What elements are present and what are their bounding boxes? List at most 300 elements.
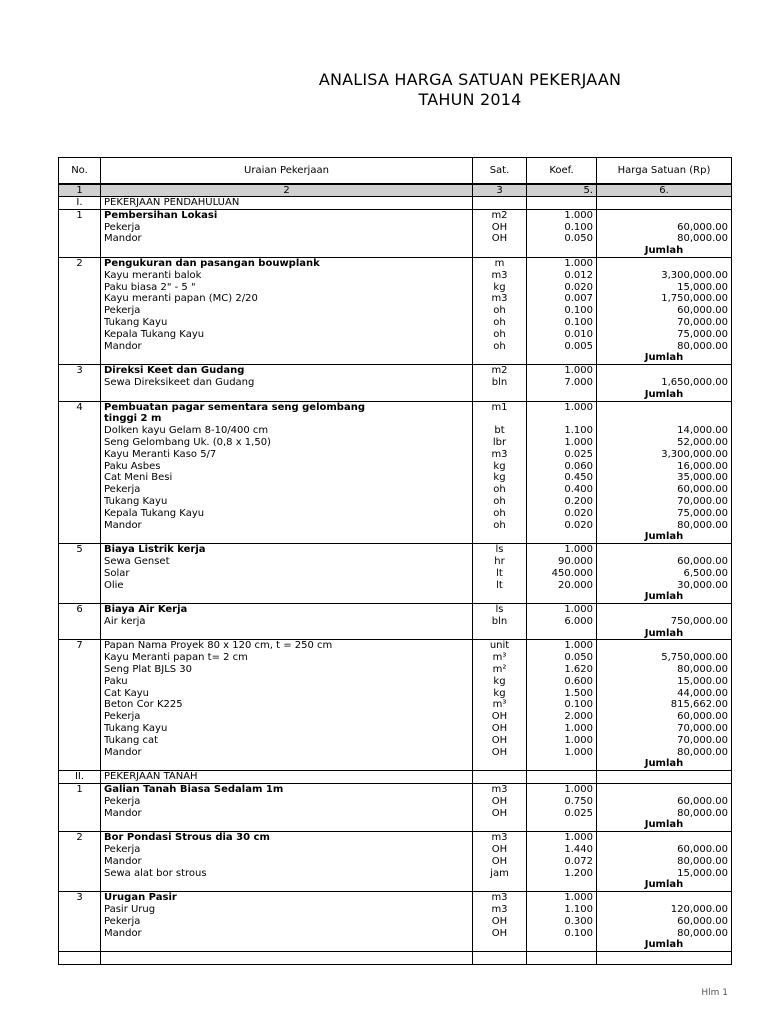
cell-unit: [473, 591, 527, 603]
cell-no: [59, 233, 101, 245]
component-row: [59, 282, 732, 294]
cell-description: Pembuatan pagar sementara seng gelombang: [101, 401, 473, 413]
cell-no: [59, 317, 101, 329]
cell-unit-price: 80,000.00: [597, 664, 732, 676]
component-row: [59, 520, 732, 532]
cell-no: [59, 856, 101, 868]
cell-coefficient: 0.060: [527, 461, 597, 473]
cell-no: [59, 245, 101, 257]
cell-no: 5: [59, 544, 101, 556]
component-row: [59, 449, 732, 461]
cell-unit: [473, 879, 527, 891]
cell-unit: m³: [473, 652, 527, 664]
cell-coefficient: 1.200: [527, 868, 597, 880]
cell-coefficient: [527, 628, 597, 640]
cell-unit-price: 15,000.00: [597, 868, 732, 880]
component-row: [59, 461, 732, 473]
cell-unit-price: Jumlah: [597, 245, 732, 257]
cell-description: Dolken kayu Gelam 8-10/400 cm: [101, 425, 473, 437]
cell-no: [59, 591, 101, 603]
cell-unit-price: 70,000.00: [597, 735, 732, 747]
component-row: [59, 711, 732, 723]
cell-unit: bln: [473, 377, 527, 389]
cell-coefficient: [527, 819, 597, 831]
item-row: [59, 401, 732, 413]
cell-no: [59, 844, 101, 856]
table-body: [59, 197, 732, 965]
blank-row: [59, 952, 732, 965]
cell-unit-price: [597, 952, 732, 965]
cell-no: [59, 413, 101, 425]
cell-coefficient: 0.200: [527, 496, 597, 508]
component-row: [59, 688, 732, 700]
cell-no: [59, 928, 101, 940]
cell-description: Kepala Tukang Kayu: [101, 508, 473, 520]
cell-unit: m3: [473, 904, 527, 916]
cell-unit-price: 60,000.00: [597, 796, 732, 808]
cell-unit-price: [597, 604, 732, 616]
cell-description: [101, 352, 473, 364]
component-row: [59, 233, 732, 245]
cell-no: 2: [59, 832, 101, 844]
cell-coefficient: 20.000: [527, 580, 597, 592]
cell-description: Tukang Kayu: [101, 317, 473, 329]
cell-unit-price: 120,000.00: [597, 904, 732, 916]
cell-unit-price: [597, 197, 732, 210]
cell-coefficient: 0.050: [527, 233, 597, 245]
cell-unit-price: Jumlah: [597, 628, 732, 640]
cell-unit-price: 60,000.00: [597, 844, 732, 856]
component-row: [59, 568, 732, 580]
cell-unit: oh: [473, 341, 527, 353]
cell-unit: [473, 352, 527, 364]
cell-no: [59, 282, 101, 294]
component-row: [59, 341, 732, 353]
cell-coefficient: 0.100: [527, 699, 597, 711]
component-row: [59, 270, 732, 282]
component-row: [59, 664, 732, 676]
item-row: [59, 365, 732, 377]
cell-description: Olie: [101, 580, 473, 592]
cell-no: [59, 580, 101, 592]
cell-unit-price: 80,000.00: [597, 233, 732, 245]
cell-unit-price: 750,000.00: [597, 616, 732, 628]
cell-no: [59, 711, 101, 723]
cell-coefficient: 0.600: [527, 676, 597, 688]
cell-no: [59, 916, 101, 928]
cell-unit-price: [597, 401, 732, 413]
cell-no: [59, 904, 101, 916]
cell-unit-price: Jumlah: [597, 591, 732, 603]
component-row: [59, 425, 732, 437]
cell-no: [59, 389, 101, 401]
analysis-table: [58, 157, 732, 965]
cell-coefficient: [527, 591, 597, 603]
component-row: [59, 844, 732, 856]
cell-no: 1: [59, 209, 101, 221]
component-row: [59, 699, 732, 711]
column-number-row: [59, 184, 732, 197]
cell-no: [59, 952, 101, 965]
total-row: [59, 939, 732, 951]
cell-unit-price: 35,000.00: [597, 472, 732, 484]
cell-description: Mandor: [101, 856, 473, 868]
cell-unit-price: 80,000.00: [597, 808, 732, 820]
cell-description: Papan Nama Proyek 80 x 120 cm, t = 250 cm: [101, 640, 473, 652]
cell-unit: m³: [473, 699, 527, 711]
cell-unit-price: 60,000.00: [597, 222, 732, 234]
cell-description: Mandor: [101, 747, 473, 759]
cell-unit-price: 70,000.00: [597, 317, 732, 329]
component-row: [59, 437, 732, 449]
page-number: Hlm 1: [701, 988, 728, 998]
cell-coefficient: 0.007: [527, 293, 597, 305]
cell-unit-price: [597, 832, 732, 844]
cell-description: Urugan Pasir: [101, 892, 473, 904]
page-subtitle: TAHUN 2014: [418, 90, 522, 109]
cell-unit: m1: [473, 401, 527, 413]
cell-description: [101, 758, 473, 770]
component-row: [59, 735, 732, 747]
cell-unit: ls: [473, 544, 527, 556]
cell-no: [59, 879, 101, 891]
total-row: [59, 389, 732, 401]
total-row: [59, 819, 732, 831]
cell-description: Solar: [101, 568, 473, 580]
cell-no: [59, 688, 101, 700]
cell-no: [59, 723, 101, 735]
cell-no: [59, 868, 101, 880]
cell-unit-price: [597, 784, 732, 796]
cell-description: Galian Tanah Biasa Sedalam 1m: [101, 784, 473, 796]
item-row: [59, 784, 732, 796]
cell-unit-price: Jumlah: [597, 879, 732, 891]
cell-description: Paku: [101, 676, 473, 688]
item-row: [59, 892, 732, 904]
cell-description: [101, 245, 473, 257]
cell-coefficient: 0.750: [527, 796, 597, 808]
cell-description: PEKERJAAN PENDAHULUAN: [101, 197, 473, 210]
cell-unit: lt: [473, 580, 527, 592]
cell-description: Pekerja: [101, 305, 473, 317]
cell-description: Pengukuran dan pasangan bouwplank: [101, 257, 473, 269]
section-row: [59, 197, 732, 210]
cell-coefficient: 1.100: [527, 904, 597, 916]
cell-description: [101, 591, 473, 603]
cell-unit: m3: [473, 270, 527, 282]
cell-description: [101, 879, 473, 891]
cell-coefficient: [527, 771, 597, 784]
cell-no: [59, 520, 101, 532]
cell-unit: kg: [473, 472, 527, 484]
cell-no: [59, 758, 101, 770]
cell-description: Cat Meni Besi: [101, 472, 473, 484]
cell-coefficient: 0.020: [527, 508, 597, 520]
cell-coefficient: 0.100: [527, 305, 597, 317]
cell-no: 7: [59, 640, 101, 652]
cell-description: Sewa alat bor strous: [101, 868, 473, 880]
component-row: [59, 808, 732, 820]
cell-coefficient: 7.000: [527, 377, 597, 389]
cell-unit-price: 80,000.00: [597, 520, 732, 532]
cell-description: Pekerja: [101, 711, 473, 723]
colnum-5: 5.: [527, 184, 597, 197]
cell-coefficient: [527, 245, 597, 257]
cell-unit: OH: [473, 735, 527, 747]
cell-description: Mandor: [101, 341, 473, 353]
total-row: [59, 758, 732, 770]
cell-no: [59, 222, 101, 234]
cell-unit: lt: [473, 568, 527, 580]
cell-description: Pasir Urug: [101, 904, 473, 916]
cell-no: 3: [59, 365, 101, 377]
cell-unit: m3: [473, 449, 527, 461]
cell-unit-price: 80,000.00: [597, 856, 732, 868]
cell-coefficient: [527, 531, 597, 543]
cell-unit-price: 80,000.00: [597, 747, 732, 759]
cell-coefficient: 90.000: [527, 556, 597, 568]
cell-coefficient: 1.000: [527, 735, 597, 747]
cell-coefficient: 1.000: [527, 544, 597, 556]
component-row: [59, 580, 732, 592]
cell-no: [59, 461, 101, 473]
cell-description: [101, 939, 473, 951]
cell-unit: unit: [473, 640, 527, 652]
colnum-2: 2: [101, 184, 473, 197]
cell-coefficient: [527, 939, 597, 951]
cell-unit-price: 815,662.00: [597, 699, 732, 711]
cell-unit: [473, 771, 527, 784]
cell-unit-price: 44,000.00: [597, 688, 732, 700]
cell-coefficient: 0.025: [527, 449, 597, 461]
cell-unit: OH: [473, 222, 527, 234]
total-row: [59, 352, 732, 364]
cell-unit-price: 60,000.00: [597, 484, 732, 496]
cell-description: Kayu meranti papan (MC) 2/20: [101, 293, 473, 305]
component-row: [59, 676, 732, 688]
cell-unit-price: [597, 640, 732, 652]
cell-unit-price: 52,000.00: [597, 437, 732, 449]
cell-unit-price: 15,000.00: [597, 676, 732, 688]
cell-coefficient: 1.000: [527, 747, 597, 759]
cell-unit: [473, 197, 527, 210]
cell-unit: oh: [473, 520, 527, 532]
cell-unit: hr: [473, 556, 527, 568]
cell-coefficient: [527, 952, 597, 965]
cell-description: Bor Pondasi Strous dia 30 cm: [101, 832, 473, 844]
cell-description: Kayu meranti balok: [101, 270, 473, 282]
cell-coefficient: [527, 758, 597, 770]
component-row: [59, 329, 732, 341]
cell-unit: [473, 245, 527, 257]
cell-no: [59, 747, 101, 759]
component-row: [59, 377, 732, 389]
cell-coefficient: 0.020: [527, 282, 597, 294]
cell-coefficient: 0.300: [527, 916, 597, 928]
cell-unit: oh: [473, 484, 527, 496]
cell-unit: bt: [473, 425, 527, 437]
item-row: [59, 544, 732, 556]
header-unit-price: Harga Satuan (Rp): [597, 158, 732, 185]
cell-unit: kg: [473, 676, 527, 688]
cell-unit-price: Jumlah: [597, 352, 732, 364]
cell-unit: [473, 413, 527, 425]
header-unit: Sat.: [473, 158, 527, 185]
cell-unit: [473, 939, 527, 951]
cell-description: Pekerja: [101, 844, 473, 856]
colnum-3: 3: [473, 184, 527, 197]
component-row: [59, 472, 732, 484]
cell-unit: ls: [473, 604, 527, 616]
cell-unit-price: 75,000.00: [597, 508, 732, 520]
cell-unit-price: 80,000.00: [597, 928, 732, 940]
cell-unit: m²: [473, 664, 527, 676]
cell-unit-price: [597, 257, 732, 269]
cell-description: Sewa Genset: [101, 556, 473, 568]
cell-description: Cat Kayu: [101, 688, 473, 700]
cell-coefficient: 1.500: [527, 688, 597, 700]
cell-no: [59, 808, 101, 820]
cell-description: Kepala Tukang Kayu: [101, 329, 473, 341]
cell-description: Pembersihan Lokasi: [101, 209, 473, 221]
cell-unit: [473, 952, 527, 965]
cell-unit: m3: [473, 293, 527, 305]
item-row: [59, 209, 732, 221]
cell-description: Tukang Kayu: [101, 723, 473, 735]
component-row: [59, 413, 732, 425]
cell-coefficient: 0.005: [527, 341, 597, 353]
cell-unit: [473, 389, 527, 401]
cell-unit-price: Jumlah: [597, 531, 732, 543]
cell-no: 2: [59, 257, 101, 269]
cell-description: Biaya Listrik kerja: [101, 544, 473, 556]
component-row: [59, 496, 732, 508]
cell-description: [101, 531, 473, 543]
total-row: [59, 531, 732, 543]
cell-unit-price: 15,000.00: [597, 282, 732, 294]
cell-unit: m3: [473, 892, 527, 904]
cell-description: Sewa Direksikeet dan Gudang: [101, 377, 473, 389]
cell-unit: lbr: [473, 437, 527, 449]
cell-unit-price: Jumlah: [597, 758, 732, 770]
cell-coefficient: 0.010: [527, 329, 597, 341]
cell-unit: OH: [473, 928, 527, 940]
cell-no: [59, 425, 101, 437]
cell-coefficient: 1.440: [527, 844, 597, 856]
cell-unit: OH: [473, 233, 527, 245]
component-row: [59, 556, 732, 568]
cell-no: II.: [59, 771, 101, 784]
cell-no: [59, 352, 101, 364]
cell-unit: m2: [473, 209, 527, 221]
cell-description: Pekerja: [101, 796, 473, 808]
component-row: [59, 508, 732, 520]
component-row: [59, 305, 732, 317]
cell-unit: OH: [473, 711, 527, 723]
cell-unit-price: Jumlah: [597, 389, 732, 401]
cell-description: Biaya Air Kerja: [101, 604, 473, 616]
cell-unit-price: 60,000.00: [597, 916, 732, 928]
cell-no: [59, 472, 101, 484]
cell-coefficient: [527, 197, 597, 210]
cell-unit-price: Jumlah: [597, 819, 732, 831]
total-row: [59, 245, 732, 257]
cell-unit-price: 14,000.00: [597, 425, 732, 437]
cell-unit-price: Jumlah: [597, 939, 732, 951]
cell-description: Direksi Keet dan Gudang: [101, 365, 473, 377]
cell-unit-price: 75,000.00: [597, 329, 732, 341]
cell-coefficient: 1.000: [527, 257, 597, 269]
cell-unit: oh: [473, 305, 527, 317]
cell-description: [101, 819, 473, 831]
item-row: [59, 640, 732, 652]
component-row: [59, 796, 732, 808]
cell-coefficient: 0.400: [527, 484, 597, 496]
cell-no: [59, 329, 101, 341]
cell-description: Mandor: [101, 233, 473, 245]
cell-coefficient: 1.000: [527, 401, 597, 413]
cell-no: [59, 628, 101, 640]
section-row: [59, 771, 732, 784]
cell-coefficient: [527, 413, 597, 425]
cell-no: [59, 939, 101, 951]
cell-coefficient: 1.000: [527, 209, 597, 221]
cell-unit: OH: [473, 844, 527, 856]
cell-no: [59, 437, 101, 449]
cell-unit: m2: [473, 365, 527, 377]
component-row: [59, 652, 732, 664]
cell-description: Tukang Kayu: [101, 496, 473, 508]
cell-description: Paku biasa 2" - 5 ": [101, 282, 473, 294]
total-row: [59, 591, 732, 603]
cell-coefficient: 0.050: [527, 652, 597, 664]
cell-unit: [473, 628, 527, 640]
cell-unit: [473, 819, 527, 831]
cell-coefficient: 1.000: [527, 832, 597, 844]
cell-unit-price: 6,500.00: [597, 568, 732, 580]
cell-unit: oh: [473, 496, 527, 508]
cell-unit-price: [597, 365, 732, 377]
cell-unit: bln: [473, 616, 527, 628]
cell-description: Mandor: [101, 928, 473, 940]
header-description: Uraian Pekerjaan: [101, 158, 473, 185]
cell-coefficient: 0.020: [527, 520, 597, 532]
page-title: ANALISA HARGA SATUAN PEKERJAAN: [318, 70, 622, 89]
cell-coefficient: 1.000: [527, 784, 597, 796]
cell-no: [59, 341, 101, 353]
component-row: [59, 928, 732, 940]
cell-no: [59, 484, 101, 496]
item-row: [59, 257, 732, 269]
cell-description: PEKERJAAN TANAH: [101, 771, 473, 784]
component-row: [59, 868, 732, 880]
cell-description: [101, 389, 473, 401]
component-row: [59, 616, 732, 628]
cell-no: [59, 568, 101, 580]
cell-unit-price: 60,000.00: [597, 711, 732, 723]
cell-unit: oh: [473, 508, 527, 520]
cell-no: [59, 796, 101, 808]
cell-no: [59, 496, 101, 508]
cell-unit-price: 1,650,000.00: [597, 377, 732, 389]
cell-description: Pekerja: [101, 916, 473, 928]
total-row: [59, 879, 732, 891]
cell-no: [59, 508, 101, 520]
cell-unit: kg: [473, 688, 527, 700]
cell-coefficient: 450.000: [527, 568, 597, 580]
table-header-row: [59, 158, 732, 185]
cell-coefficient: 1.000: [527, 437, 597, 449]
